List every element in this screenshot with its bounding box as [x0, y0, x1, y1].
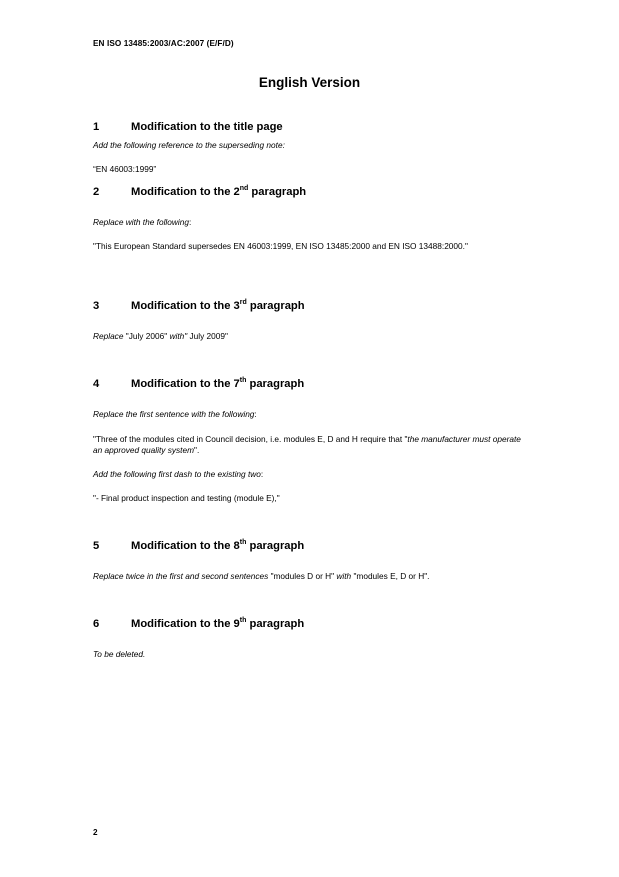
- section-title: Modification to the 8: [131, 540, 240, 552]
- instruction-colon: :: [260, 469, 264, 479]
- section-number: 6: [93, 618, 100, 630]
- text-normal: ".: [194, 444, 200, 455]
- instruction-text: Add the following first dash to the existing two: [93, 469, 261, 479]
- section-title: Modification to the title page: [131, 121, 283, 133]
- text-italic: with: [336, 571, 352, 581]
- section-2-heading: [93, 186, 306, 198]
- section-number: 2: [93, 186, 100, 198]
- section-6-instruction: To be deleted.: [93, 649, 146, 659]
- ordinal-suffix: nd: [239, 185, 249, 192]
- text-italic: with": [169, 331, 188, 341]
- section-6-heading: [93, 618, 304, 630]
- ordinal-suffix: th: [239, 617, 247, 624]
- document-identifier: EN ISO 13485:2003/AC:2007 (E/F/D): [93, 39, 234, 48]
- section-3-text: [93, 331, 523, 342]
- section-number: 3: [93, 300, 100, 312]
- text-normal: "July 2006": [123, 331, 170, 341]
- section-number: 1: [93, 121, 100, 133]
- section-title-tail: paragraph: [248, 186, 307, 198]
- text-italic: the manufacturer must operate an approved quality system: [93, 434, 521, 455]
- section-title: Modification to the 2: [131, 186, 240, 198]
- page-title: English Version: [258, 75, 361, 90]
- ordinal-suffix: th: [239, 377, 247, 384]
- section-title: Modification to the 7: [131, 378, 240, 390]
- instruction-colon: :: [254, 409, 257, 419]
- section-2-text: "This European Standard supersedes EN 46003:1999, EN ISO 13485:2000 and EN ISO 13488:2000.": [93, 241, 468, 251]
- text-italic: Replace twice in the first and second sentences: [93, 571, 269, 581]
- text-normal: "modules D or H": [268, 571, 337, 581]
- ordinal-suffix: th: [239, 539, 247, 546]
- section-4-text-2: "- Final product inspection and testing (module E),": [93, 493, 280, 503]
- text-normal: July 2009": [187, 331, 228, 341]
- section-title-tail: paragraph: [246, 618, 305, 630]
- instruction-text: Replace with the following: [93, 217, 189, 227]
- section-1-heading: [93, 121, 283, 133]
- section-title-tail: paragraph: [246, 378, 305, 390]
- section-title-tail: paragraph: [246, 300, 305, 312]
- section-3-heading: [93, 300, 305, 312]
- section-2-instruction: [93, 217, 523, 228]
- section-1-text: “EN 46003:1999”: [93, 164, 157, 174]
- section-title-tail: paragraph: [246, 540, 305, 552]
- section-number: 5: [93, 540, 100, 552]
- page-number: 2: [93, 828, 98, 837]
- section-number: 4: [93, 378, 100, 390]
- ordinal-suffix: rd: [239, 299, 247, 306]
- section-1-instruction: Add the following reference to the superseding note:: [93, 140, 285, 150]
- text-normal: "Three of the modules cited in Council decision, i.e. modules E, D and H require that ": [93, 434, 408, 444]
- section-5-heading: [93, 540, 304, 552]
- section-title: Modification to the 3: [131, 300, 240, 312]
- section-4-instruction: [93, 409, 523, 420]
- section-4-text: [93, 434, 523, 455]
- text-italic: Replace: [93, 331, 124, 341]
- instruction-text: Replace the first sentence with the following: [93, 409, 255, 419]
- instruction-colon: :: [188, 217, 192, 227]
- section-4-instruction-2: [93, 469, 523, 480]
- section-4-heading: [93, 378, 304, 390]
- section-title: Modification to the 9: [131, 618, 240, 630]
- text-normal: "modules E, D or H".: [351, 571, 430, 581]
- section-5-text: [93, 571, 523, 582]
